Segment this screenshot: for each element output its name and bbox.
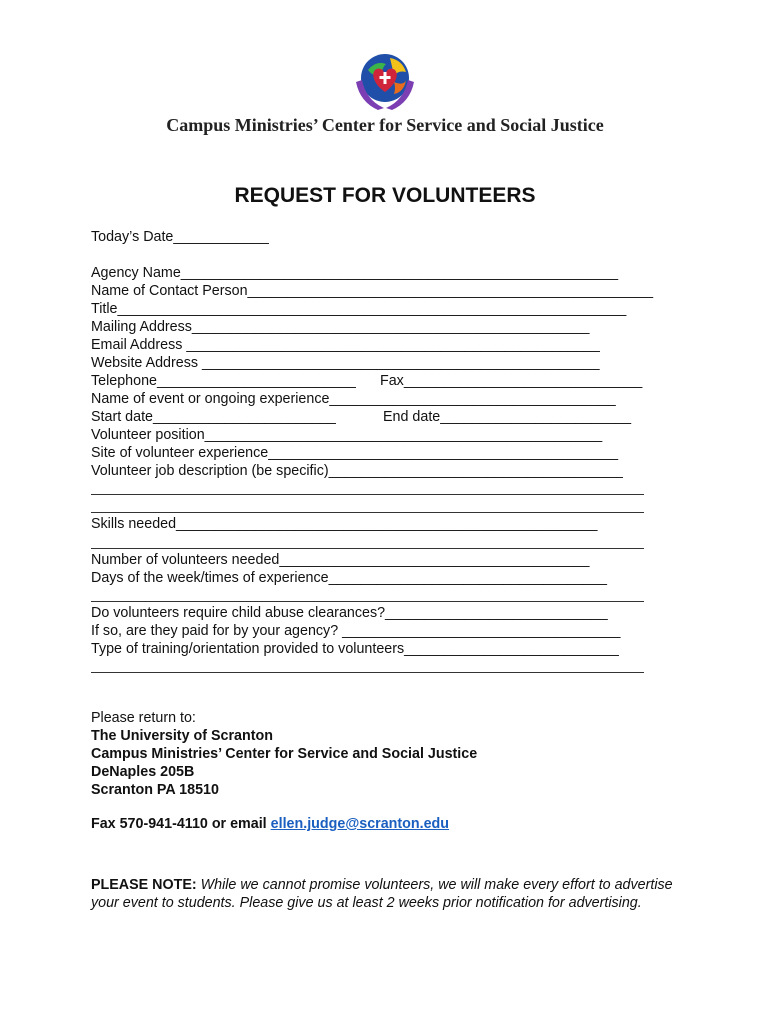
note-label: PLEASE NOTE: [91, 877, 197, 893]
job-description-line-2[interactable] [91, 494, 644, 495]
fax-text: Fax 570-941-4110 or email [91, 816, 271, 832]
email-address-field[interactable]: Email Address ____________________________________________________ [91, 337, 600, 353]
ministry-logo-icon [354, 48, 416, 114]
days-times-line-2[interactable] [91, 601, 644, 602]
site-of-experience-field[interactable]: Site of volunteer experience____________________________________________ [91, 445, 619, 461]
contact-person-field[interactable]: Name of Contact Person___________________________________________________ [91, 283, 654, 299]
return-university: The University of Scranton [91, 728, 273, 744]
agency-name-field[interactable]: Agency Name_______________________________________________________ [91, 265, 619, 281]
return-city: Scranton PA 18510 [91, 782, 219, 798]
todays-date-field[interactable]: Today’s Date____________ [91, 229, 269, 245]
job-description-field[interactable]: Volunteer job description (be specific)_____________________________________ [91, 463, 623, 479]
telephone-field[interactable]: Telephone_________________________ [91, 373, 356, 389]
clearances-paid-field[interactable]: If so, are they paid for by your agency? ___________________________________ [91, 623, 621, 639]
form-title: REQUEST FOR VOLUNTEERS [234, 184, 536, 207]
event-name-field[interactable]: Name of event or ongoing experience____________________________________ [91, 391, 616, 407]
days-times-field[interactable]: Days of the week/times of experience___________________________________ [91, 570, 607, 586]
training-field[interactable]: Type of training/orientation provided to volunteers___________________________ [91, 641, 619, 657]
end-date-field[interactable]: End date________________________ [383, 409, 632, 425]
center-name: Campus Ministries’ Center for Service and Social Justice [166, 115, 604, 135]
return-building: DeNaples 205B [91, 764, 195, 780]
return-center: Campus Ministries’ Center for Service and Social Justice [91, 746, 478, 762]
volunteer-position-field[interactable]: Volunteer position__________________________________________________ [91, 427, 603, 443]
note-text: While we cannot promise volunteers, we will make every effort to advertise your event to students. Please give us at least 2 weeks prior notification for advertising. [91, 877, 673, 911]
skills-needed-field[interactable]: Skills needed_____________________________________________________ [91, 516, 598, 532]
start-date-field[interactable]: Start date_______________________ [91, 409, 336, 425]
number-needed-field[interactable]: Number of volunteers needed_______________________________________ [91, 552, 590, 568]
email-link[interactable]: ellen.judge@scranton.edu [270, 816, 450, 832]
fax-field[interactable]: Fax______________________________ [380, 373, 643, 389]
clearances-field[interactable]: Do volunteers require child abuse clearances?____________________________ [91, 605, 608, 621]
return-intro: Please return to: [91, 710, 196, 726]
please-note [91, 876, 681, 912]
title-field[interactable]: Title________________________________________________________________ [91, 301, 627, 317]
training-line-2[interactable] [91, 672, 644, 673]
fax-email-line [91, 816, 449, 832]
skills-needed-line-2[interactable] [91, 548, 644, 549]
mailing-address-field[interactable]: Mailing Address__________________________________________________ [91, 319, 590, 335]
job-description-line-3[interactable] [91, 512, 644, 513]
website-address-field[interactable]: Website Address __________________________________________________ [91, 355, 600, 371]
return-address-block [91, 709, 477, 799]
